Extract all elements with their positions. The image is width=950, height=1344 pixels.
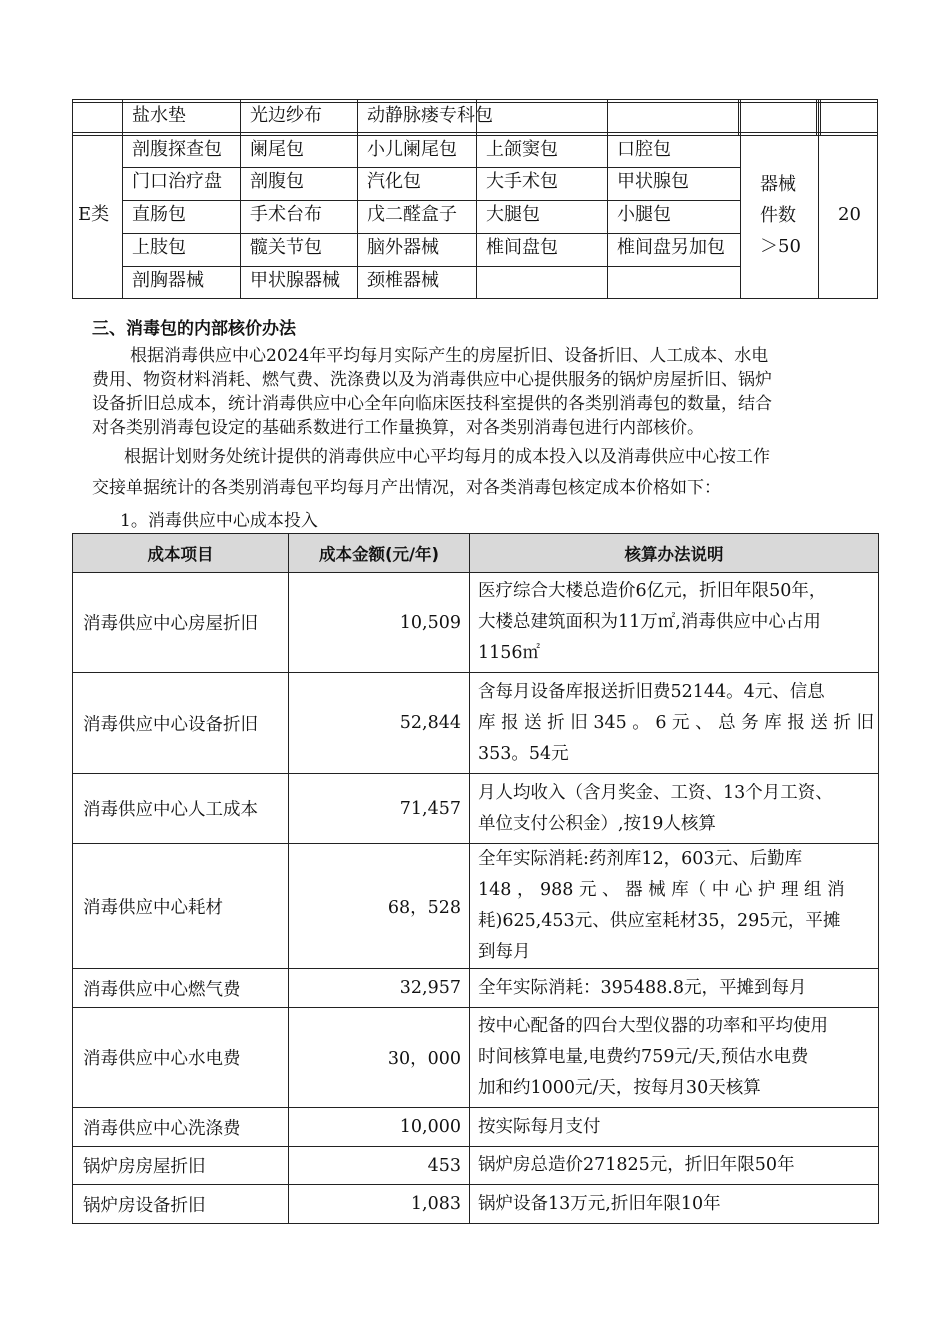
table-cell: 甲状腺包 xyxy=(617,171,689,192)
table-cell: 椎间盘包 xyxy=(486,237,558,258)
note-line: 月人均收入（含月奖金、工资、13个月工资、 xyxy=(478,782,833,803)
cost-method-note xyxy=(470,1147,879,1185)
paragraph-1-line: 费用、物资材料消耗、燃气费、洗涤费以及为消毒供应中心提供服务的锅炉房屋折旧、锅炉 xyxy=(92,370,772,390)
table-cell: 光边纱布 xyxy=(250,105,322,126)
note-line: 医疗综合大楼总造价6亿元，折旧年限50年， xyxy=(478,581,827,601)
table-cell: 髋关节包 xyxy=(250,237,322,258)
table-cell: 盐水垫 xyxy=(132,105,186,126)
table-cell: 动静脉瘘专科包 xyxy=(367,105,493,126)
cost-item: 消毒供应中心设备折旧 xyxy=(73,673,289,774)
paragraph-1-line: 设备折旧总成本，统计消毒供应中心全年向临床医技科室提供的各类别消毒包的数量，结合 xyxy=(92,394,772,414)
table-cell: 上肢包 xyxy=(132,237,186,258)
table-cell: 剖胸器械 xyxy=(132,270,204,291)
table-cell: 颈椎器械 xyxy=(367,270,439,291)
table-cell: 直肠包 xyxy=(132,204,186,225)
cost-item: 消毒供应中心水电费 xyxy=(73,1008,289,1108)
cost-table xyxy=(72,533,879,1224)
cost-amount: 52,844 xyxy=(289,673,470,774)
paragraph-2-line: 根据计划财务处统计提供的消毒供应中心平均每月的成本投入以及消毒供应中心按工作 xyxy=(124,447,770,467)
table-row xyxy=(73,1008,879,1108)
cost-method-note xyxy=(470,673,879,774)
table-cell: 小腿包 xyxy=(617,204,671,225)
note-line: 锅炉设备13万元,折旧年限10年 xyxy=(478,1193,721,1214)
note-line: 353。54元 xyxy=(478,743,569,764)
paragraph-1-line: 对各类别消毒包设定的基础系数进行工作量换算，对各类别消毒包进行内部核价。 xyxy=(92,418,704,438)
table-cell: 大腿包 xyxy=(486,204,540,225)
cost-method-note xyxy=(470,1185,879,1224)
note-line: 到每月 xyxy=(478,942,531,962)
table-row xyxy=(73,774,879,844)
cost-method-note xyxy=(470,969,879,1008)
cost-item: 消毒供应中心燃气费 xyxy=(73,969,289,1008)
cost-method-note xyxy=(470,573,879,673)
cost-amount: 1,083 xyxy=(289,1185,470,1224)
table-row xyxy=(73,673,879,774)
header-cost-item: 成本项目 xyxy=(73,534,289,573)
category-label: E类 xyxy=(78,204,110,225)
table-cell: 脑外器械 xyxy=(367,237,439,258)
note-line: 按实际每月支付 xyxy=(478,1116,601,1137)
table-row xyxy=(73,969,879,1008)
table-cell: 大手术包 xyxy=(486,171,558,192)
cost-method-note xyxy=(470,1108,879,1147)
note-line: 时间核算电量,电费约759元/天,预估水电费 xyxy=(478,1047,809,1067)
table-row xyxy=(73,573,879,673)
note-line: 库 报 送 折 旧 345 。 6 元 、 总 务 库 报 送 折 旧 xyxy=(478,712,875,733)
note-line: 全年实际消耗：395488.8元，平摊到每月 xyxy=(478,977,807,998)
note-line: 加和约1000元/天，按每月30天核算 xyxy=(478,1078,761,1098)
criteria-text: ＞50 xyxy=(760,236,801,257)
cost-method-note xyxy=(470,844,879,969)
table-cell: 汽化包 xyxy=(367,171,421,192)
table-rule xyxy=(122,99,123,299)
paragraph-2-line: 交接单据统计的各类别消毒包平均每月产出情况，对各类消毒包核定成本价格如下： xyxy=(92,478,721,498)
cost-item: 锅炉房设备折旧 xyxy=(73,1185,289,1224)
cost-item: 消毒供应中心人工成本 xyxy=(73,774,289,844)
note-line: 单位支付公积金）,按19人核算 xyxy=(478,813,716,834)
header-cost-method: 核算办法说明 xyxy=(470,534,879,573)
cost-amount: 32,957 xyxy=(289,969,470,1008)
cost-item: 锅炉房房屋折旧 xyxy=(73,1147,289,1185)
note-line: 锅炉房总造价271825元，折旧年限50年 xyxy=(478,1155,795,1175)
note-line: 按中心配备的四台大型仪器的功率和平均使用 xyxy=(478,1016,828,1036)
note-line: 耗)625,453元、供应室耗材35，295元，平摊 xyxy=(478,911,841,931)
cost-method-note xyxy=(470,1008,879,1108)
paragraph-1 xyxy=(92,344,862,440)
note-line: 全年实际消耗:药剂库12，603元、后勤库 xyxy=(478,849,803,869)
header-cost-amount: 成本金额(元/年) xyxy=(289,534,470,573)
category-table xyxy=(72,99,878,299)
table-rule xyxy=(72,298,878,299)
criteria-text: 器械 xyxy=(760,174,796,195)
note-line: 含每月设备库报送折旧费52144。4元、信息 xyxy=(478,681,825,702)
table-rule xyxy=(877,99,878,299)
table-rule xyxy=(740,99,741,299)
table-cell: 甲状腺器械 xyxy=(250,270,340,291)
note-line: 148 ， 988 元 、 器 械 库（ 中 心 护 理 组 消 xyxy=(478,880,845,900)
note-line: 1156㎡ xyxy=(478,643,541,663)
cost-item: 消毒供应中心耗材 xyxy=(73,844,289,969)
cost-amount: 30，000 xyxy=(289,1008,470,1108)
table-cell: 剖腹探查包 xyxy=(132,139,222,160)
coefficient-value: 20 xyxy=(838,204,861,225)
cost-amount: 71,457 xyxy=(289,774,470,844)
table-cell: 小儿阑尾包 xyxy=(367,139,457,160)
note-line: 大楼总建筑面积为11万㎡,消毒供应中心占用 xyxy=(478,612,821,632)
table-rule xyxy=(72,132,878,133)
table-rule xyxy=(820,99,821,135)
cost-item: 消毒供应中心房屋折旧 xyxy=(73,573,289,673)
table-rule xyxy=(738,99,739,135)
section-title: 三、消毒包的内部核价办法 xyxy=(92,319,296,339)
table-row xyxy=(73,1147,879,1185)
cost-method-note xyxy=(470,774,879,844)
table-cell: 椎间盘另加包 xyxy=(617,237,725,258)
table-row xyxy=(73,1185,879,1224)
table-row xyxy=(73,844,879,969)
table-cell: 剖腹包 xyxy=(250,171,304,192)
table-cell: 上颌窦包 xyxy=(486,139,558,160)
table-cell: 口腔包 xyxy=(617,139,671,160)
paragraph-2 xyxy=(92,442,862,504)
table-cell: 戊二醛盒子 xyxy=(367,204,457,225)
cost-amount: 453 xyxy=(289,1147,470,1185)
subheading: 1。消毒供应中心成本投入 xyxy=(120,511,318,531)
table-row xyxy=(73,1108,879,1147)
cost-item: 消毒供应中心洗涤费 xyxy=(73,1108,289,1147)
cost-amount: 68，528 xyxy=(289,844,470,969)
cost-amount: 10,509 xyxy=(289,573,470,673)
cost-amount: 10,000 xyxy=(289,1108,470,1147)
table-cell: 门口治疗盘 xyxy=(132,171,222,192)
criteria-text: 件数 xyxy=(760,205,796,226)
table-cell: 手术台布 xyxy=(250,204,322,225)
table-rule xyxy=(818,99,819,299)
table-cell: 阑尾包 xyxy=(250,139,304,160)
table-rule xyxy=(607,99,608,299)
cost-table-header-row xyxy=(73,534,879,573)
table-rule xyxy=(72,99,73,299)
table-rule xyxy=(240,99,241,299)
table-rule xyxy=(816,99,817,135)
paragraph-1-line: 根据消毒供应中心2024年平均每月实际产生的房屋折旧、设备折旧、人工成本、水电 xyxy=(130,346,769,366)
table-rule xyxy=(357,99,358,299)
